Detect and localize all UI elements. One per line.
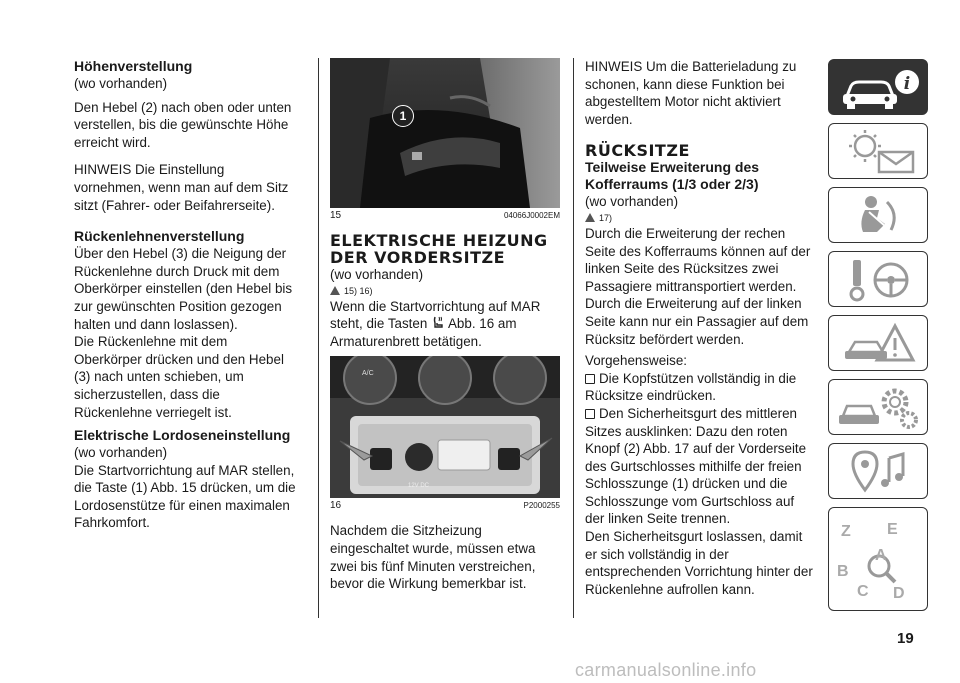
sidebar-tab-start-driving[interactable] — [828, 251, 928, 307]
sidebar-tab-car-info[interactable] — [828, 59, 928, 115]
checkbox-bullet-icon — [585, 374, 595, 384]
column-right — [585, 58, 817, 598]
svg-text:Z: Z — [841, 523, 851, 540]
navigation-music-icon — [829, 444, 929, 500]
checkbox-bullet-icon — [585, 409, 595, 419]
column-divider-2 — [573, 58, 574, 618]
airbag-person-icon — [829, 188, 929, 244]
bullet-item: Die Kopfstützen vollständig in die Rücksitze eindrücken. — [585, 370, 797, 404]
figure-15-seat-photo — [330, 58, 560, 208]
heading-seat-heating: ELEKTRISCHE HEIZUNG DER VORDERSITZE — [330, 231, 548, 267]
availability-note: (wo vorhanden) — [330, 267, 424, 282]
availability-note: (wo vorhanden) — [74, 76, 168, 91]
page-number: 19 — [897, 630, 914, 647]
availability-note: (wo vorhanden) — [74, 445, 168, 461]
svg-text:D: D — [893, 585, 905, 602]
warning-icon — [330, 286, 340, 295]
paragraph: Die Startvorrichtung auf MAR stellen, die Taste (1) Abb. 15 drücken, um die Lordosenstütze für einen maximalen Fahrkomfort. — [74, 462, 296, 531]
warning-references: 15) 16) — [330, 284, 560, 298]
svg-text:E: E — [887, 521, 898, 538]
dashboard-ac-label: A/C — [362, 370, 374, 378]
column-divider-1 — [318, 58, 319, 618]
sidebar-tab-maintenance[interactable] — [828, 379, 928, 435]
warning-icon — [585, 213, 595, 222]
sidebar-tab-multimedia[interactable] — [828, 443, 928, 499]
paragraph: Den Sicherheitsgurt loslassen, damit er sich vollständig in der entsprechenden Vorrichtung hinter der Rückenlehne aufrollen kann. — [585, 529, 813, 597]
sidebar-tab-index[interactable] — [828, 507, 928, 611]
seat-photo-illustration — [330, 58, 560, 208]
figure-16-dashboard-photo — [330, 356, 560, 498]
note-paragraph: HINWEIS Die Einstellung vornehmen, wenn man auf dem Sitz sitzt (Fahrer- oder Beifahrerseite). — [74, 162, 289, 213]
svg-text:i: i — [903, 74, 911, 94]
heading-rear-seats: RÜCKSITZE — [585, 141, 690, 161]
heading-lumbar-adjustment: Elektrische Lordoseneinstellung — [74, 427, 291, 444]
paragraph: Nachdem die Sitzheizung eingeschaltet wurde, müssen etwa zwei bis fünf Minuten verstreichen, bevor die Wirkung bemerkbar ist. — [330, 523, 536, 592]
svg-text:C: C — [857, 583, 869, 600]
socket-label: 12V DC — [408, 483, 430, 490]
svg-text:B: B — [837, 563, 849, 580]
note-paragraph: HINWEIS Um die Batterieladung zu schonen, kann diese Funktion bei abgestelltem Motor nicht aktiviert werden. — [585, 59, 797, 127]
warning-references: 17) — [585, 211, 817, 225]
paragraph: Durch die Erweiterung der rechen Seite des Kofferraums können auf der linken Seite des Rücksitzes zwei Passagiere mittransportiert werden. Durch die Erweiterung auf der linken Seite kann nur ein Passagier auf dem Rücksitz befördert werden. — [585, 225, 811, 347]
sidebar-tab-lights-messages[interactable] — [828, 123, 928, 179]
heading-height-adjustment: Höhenverstellung — [74, 58, 193, 74]
paragraph: Wenn die Startvorrichtung auf MAR steht, die Tasten Abb. 16 am Armaturenbrett betätigen. — [330, 298, 541, 349]
warning-triangle-icon — [829, 316, 929, 372]
figure-16-caption: 16 P2000255 — [330, 500, 560, 512]
lights-message-icon — [829, 124, 929, 180]
paragraph: Die Rückenlehne mit dem Oberkörper drücken und den Hebel (3) nach unten schieben, um sicherzustellen, dass die Rückenlehne verriegelt ist. — [74, 334, 284, 420]
figure-15-caption: 15 04066J0002EM — [330, 210, 560, 221]
bullet-item: Den Sicherheitsgurt des mittleren Sitzes ausklinken: Dazu den roten Knopf (2) Abb. 17 auf der Vorderseite des Gurtschlosses mithilfe der freien Schlosszunge (1) drücken und die Schlosszunge vom Gurtschloss auf der linken Seite trennen. — [585, 405, 807, 527]
heading-trunk-extension: Teilweise Erweiterung des Kofferraums (1/3 oder 2/3) — [585, 159, 760, 193]
paragraph: Über den Hebel (3) die Neigung der Rückenlehne durch Druck mit dem Oberkörper einstellen (den Hebel bis zur gewünschten Position gezogen halten und dann loslassen). — [74, 246, 293, 332]
car-info-icon — [829, 60, 929, 116]
sidebar-tab-emergency[interactable] — [828, 315, 928, 371]
car-gear-icon — [829, 380, 929, 436]
watermark: carmanualsonline.info — [575, 660, 757, 680]
column-left — [74, 58, 296, 532]
paragraph: Vorgehensweise: — [585, 353, 687, 369]
heading-backrest-adjustment: Rückenlehnenverstellung — [74, 228, 245, 245]
column-middle — [330, 58, 560, 593]
availability-note: (wo vorhanden) — [585, 194, 679, 210]
alphabet-index-icon — [829, 508, 929, 612]
seat-heater-icon — [431, 316, 445, 330]
key-steering-icon — [829, 252, 929, 308]
svg-text:A: A — [875, 547, 887, 564]
paragraph: Den Hebel (2) nach oben oder unten verstellen, bis die gewünschte Höhe erreicht wird. — [74, 99, 292, 150]
figure-callout-1: 1 — [392, 105, 414, 127]
sidebar-tab-safety[interactable] — [828, 187, 928, 243]
